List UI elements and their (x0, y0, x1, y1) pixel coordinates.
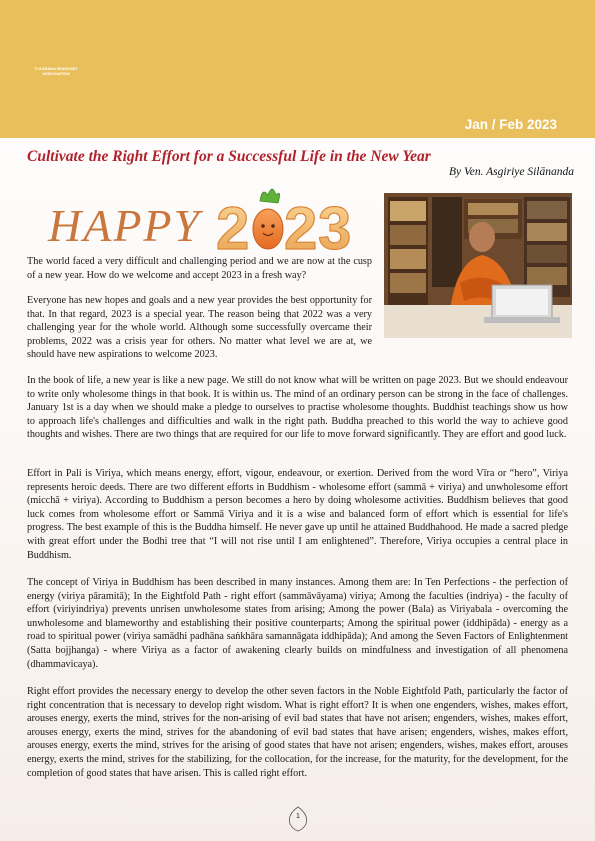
page-number: 1 (296, 813, 300, 820)
year-digit-3: 3 (318, 195, 352, 255)
article-paragraph: The world faced a very difficult and challenging period and we are now at the cusp of a new year. How do we welcome and accept 2023 in a fresh way? (27, 256, 372, 281)
org-name-line1: TI-SARANA BUDDHIST (34, 66, 78, 71)
carrot-zero-icon (253, 189, 283, 249)
article-title: Cultivate the Right Effort for a Successful Life in the New Year (27, 148, 431, 165)
org-name-line2: ASSOCIATION (42, 71, 70, 76)
header-banner (0, 0, 595, 138)
monk-at-desk-photo (384, 193, 572, 338)
page-number-badge (286, 806, 310, 832)
issue-date: Jan / Feb 2023 (464, 117, 557, 132)
year-2023-art (212, 183, 358, 255)
article-byline: By Ven. Asgiriye Silānanda (449, 166, 574, 178)
happy-banner-word: HAPPY (48, 200, 202, 251)
org-logo-text (26, 66, 86, 76)
year-digit-2a: 2 (216, 195, 250, 255)
article-paragraph: Everyone has new hopes and goals and a new year provides the best opportunity for that. In that regard, 2023 is a special year. The reason being that 2022 was a very challenging year for the whole world. Although some successfully overcame their problems, 2022 was a crisis year for others. No matter what level we are at, we should have new aspirations to welcome 2023. (27, 295, 372, 361)
article-paragraph: The concept of Viriya in Buddhism has been described in many instances. Among them are: In Ten Perfections - the perfection of energy (viriya pāramitā); In the Eightfold Path - right effort (sammāvāyama) viriya; Among the faculties (indriya) - the faculty of effort (viriyindriya) prevents unrisen unwholesome states from arising; Among the power (Bala) as Viriyabala - overcoming the unwholesome and blameworthy and establishing their positive counterparts; Among the spiritual power (iddhipāda) - energy as a road to spiritual power (viriya samādhi padhāna saṅkhāra samannāgata iddhipāda); And among the Seven Factors of Enlightenment (Satta bojjhanga) - where Viriya as a factor of awakening clearly builds on mindfulness and investigation of all phenomena (dhammavicaya). (27, 577, 568, 670)
article-paragraph: In the book of life, a new year is like a new page. We still do not know what will be written on page 2023. But we should endeavour to write only wholesome things in that book. It is within us. The mind of an ordinary person can be strong in the face of challenges. January 1st is a day when we should make a pledge to ourselves to practise wholesome thoughts. Buddhist teachings show us how to approach life's challenges and difficulties and walk in the right path. Buddha preached to this world the way to achieve good thoughts and wishes. There are two things that are required for our life to move forward significantly. They are effort and good luck. (27, 375, 568, 441)
year-digit-2b: 2 (284, 195, 318, 255)
article-paragraph: Right effort provides the necessary energy to develop the other seven factors in the Noble Eightfold Path, particularly the factor of right concentration that is necessary to develop right wisdom. What is right effort? It is when one engenders, wishes, makes effort, arouses energy, exerts the mind, strives for the non-arising of evil bad states that have not arisen; engenders, wishes, makes effort, arouses energy, exerts the mind, strives for the abandoning of evil bad states that have arisen; engenders, wishes, makes effort, arouses energy, exerts the mind, strives for the arising of good states that have not arisen; engenders, wishes, makes effort, arouses energy, exerts the mind, strives for the stabilizing, for the collocation, for the increase, for the maturity, for the development, for the completion of good states that have arisen. This is called right effort. (27, 686, 568, 779)
article-paragraph: Effort in Pali is Viriya, which means energy, effort, vigour, endeavour, or exertion. Derived from the word Vīra or “hero”, Viriya represents heroic deeds. There are two different efforts in Buddhism - wholesome effort (sammā + viriya) and unwholesome effort (micchā + viriya). According to Buddhism a person becomes a hero by doing wholesome activities. Buddhism believes that good luck comes from wholesome effort or Sammā Viriya and it is a wise and balanced form of effort which is essential for life's progress. The best example of this is the Buddha himself. He never gave up until he attained Buddhahood. He made a sacred pledge with great effort under the Bodhi tree that “I will not rise until I am enlightened”. Therefore, Viriya occupies a central place in Buddhism. (27, 468, 568, 561)
